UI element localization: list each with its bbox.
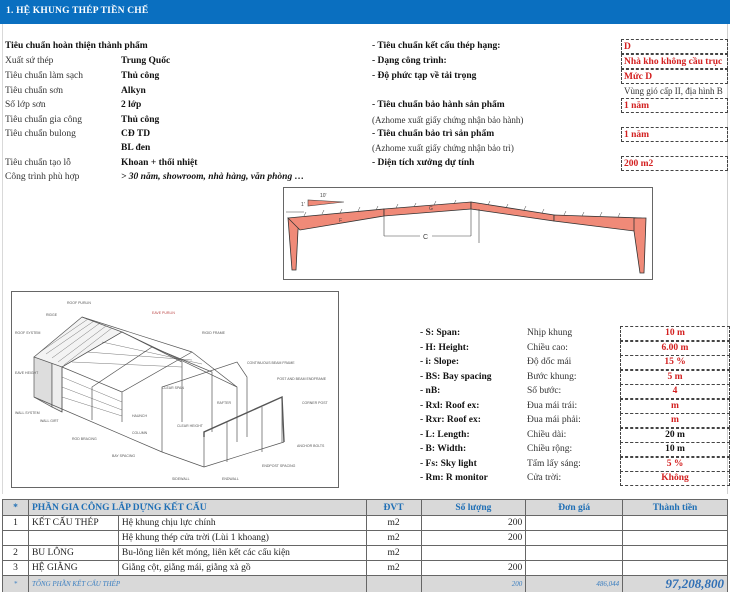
row-desc: Bu-lông liên kết móng, liên kết các cấu kiện bbox=[118, 546, 366, 561]
spec-label: Xuất sứ thép bbox=[5, 56, 54, 66]
total-no: * bbox=[3, 576, 29, 592]
row-qty: 200 bbox=[421, 531, 526, 546]
cost-table bbox=[2, 499, 728, 592]
row-qty bbox=[421, 546, 526, 561]
row-no bbox=[3, 531, 29, 546]
row-item bbox=[28, 531, 118, 546]
roof-ext-left-value: m bbox=[620, 399, 730, 414]
row-no: 2 bbox=[3, 546, 29, 561]
svg-text:C: C bbox=[423, 234, 429, 241]
svg-text:F: F bbox=[339, 218, 343, 224]
svg-text:ROD BRACING: ROD BRACING bbox=[72, 437, 97, 441]
header-price: Đơn giá bbox=[526, 500, 623, 516]
dim-code: - L: Length: bbox=[420, 430, 470, 440]
row-price bbox=[526, 531, 623, 546]
spec-label: Số lớp sơn bbox=[5, 100, 46, 110]
section-header: 1. HỆ KHUNG THÉP TIỀN CHẾ bbox=[0, 0, 730, 24]
row-unit: m2 bbox=[366, 516, 421, 531]
total-amount: 97,208,800 bbox=[623, 576, 728, 592]
svg-text:CONTINUOUS BEAM FRAME: CONTINUOUS BEAM FRAME bbox=[247, 361, 295, 365]
right-spec-label: - Tiêu chuẩn bảo trì sản phẩm bbox=[372, 129, 495, 139]
row-no: 3 bbox=[3, 561, 29, 576]
dim-code: - BS: Bay spacing bbox=[420, 372, 492, 382]
row-amount bbox=[623, 546, 728, 561]
dim-name: Chiều dài: bbox=[527, 430, 567, 440]
spec-label: Tiêu chuẩn tạo lỗ bbox=[5, 158, 71, 168]
maintenance-value: 1 năm bbox=[621, 127, 728, 142]
warranty-note: (Azhome xuất giấy chứng nhận bảo hành) bbox=[372, 115, 524, 125]
spec-value: CĐ TD bbox=[121, 129, 151, 139]
svg-text:ANCHOR BOLTS: ANCHOR BOLTS bbox=[297, 444, 325, 448]
row-desc: Hệ khung chịu lực chính bbox=[118, 516, 366, 531]
row-item: KẾT CẤU THÉP bbox=[28, 516, 118, 531]
svg-text:ENDWALL: ENDWALL bbox=[222, 477, 239, 481]
dim-code: - Rxr: Roof ex: bbox=[420, 415, 481, 425]
spec-label: Công trình phù hợp bbox=[5, 172, 80, 182]
table-row bbox=[3, 531, 728, 546]
row-unit: m2 bbox=[366, 561, 421, 576]
spec-label: Tiêu chuẩn làm sạch bbox=[5, 71, 84, 81]
load-complexity-value: Mức D bbox=[621, 69, 728, 84]
spec-label: Tiêu chuẩn bulong bbox=[5, 129, 76, 139]
dimensions-panel bbox=[420, 324, 730, 489]
right-spec-label: - Tiêu chuẩn kết cấu thép hạng: bbox=[372, 41, 501, 51]
svg-text:10': 10' bbox=[320, 193, 327, 199]
right-spec-label: - Dạng công trình: bbox=[372, 56, 447, 66]
svg-text:ROOF PURLIN: ROOF PURLIN bbox=[67, 301, 91, 305]
svg-text:HAUNCH: HAUNCH bbox=[132, 414, 147, 418]
dim-name: Chiều rộng: bbox=[527, 444, 573, 454]
building-type-value: Nhà kho không cầu trục bbox=[621, 54, 728, 69]
right-spec-label: - Độ phức tạp về tải trọng bbox=[372, 71, 477, 81]
dim-code: - i: Slope: bbox=[420, 357, 460, 367]
spec-value: Thủ công bbox=[121, 71, 160, 81]
row-unit: m2 bbox=[366, 531, 421, 546]
row-amount bbox=[623, 561, 728, 576]
span-value: 10 m bbox=[620, 326, 730, 341]
dim-name: Nhịp khung bbox=[527, 328, 573, 338]
table-row bbox=[3, 516, 728, 531]
header-no: * bbox=[3, 500, 29, 516]
svg-text:ROOF SYSTEM: ROOF SYSTEM bbox=[15, 331, 41, 335]
header-unit: ĐVT bbox=[366, 500, 421, 516]
svg-text:CLEAR SPAN: CLEAR SPAN bbox=[162, 386, 184, 390]
dim-code: - S: Span: bbox=[420, 328, 461, 338]
total-qty: 200 bbox=[421, 576, 526, 592]
spec-value: BL đen bbox=[121, 143, 151, 153]
svg-text:RIDGE: RIDGE bbox=[46, 313, 58, 317]
svg-text:CORNER POST: CORNER POST bbox=[302, 401, 328, 405]
svg-text:BAY SPACING: BAY SPACING bbox=[112, 454, 136, 458]
skylight-value: 5 % bbox=[620, 457, 730, 472]
dim-code: - B: Width: bbox=[420, 444, 467, 454]
row-item: BU LÔNG bbox=[28, 546, 118, 561]
maintenance-note: (Azhome xuất giấy chứng nhận bảo trì) bbox=[372, 143, 514, 153]
warranty-value: 1 năm bbox=[621, 98, 728, 113]
row-amount bbox=[623, 531, 728, 546]
svg-text:RAFTER: RAFTER bbox=[217, 401, 231, 405]
svg-text:EAVE HEIGHT: EAVE HEIGHT bbox=[15, 371, 39, 375]
row-item: HỆ GIẰNG bbox=[28, 561, 118, 576]
roof-monitor-value: Không bbox=[620, 471, 730, 486]
spec-value: 2 lớp bbox=[121, 100, 142, 110]
total-label: TỔNG PHẦN KẾT CẤU THÉP bbox=[28, 576, 366, 592]
header-qty: Số lượng bbox=[421, 500, 526, 516]
area-value: 200 m2 bbox=[621, 156, 728, 171]
dim-code: - Rxl: Roof ex: bbox=[420, 401, 480, 411]
svg-text:RIGID FRAME: RIGID FRAME bbox=[202, 331, 225, 335]
dim-name: Số bước: bbox=[527, 386, 562, 396]
total-unit bbox=[366, 576, 421, 592]
finish-standard-title: Tiêu chuẩn hoàn thiện thành phẩm bbox=[5, 41, 148, 51]
row-amount bbox=[623, 516, 728, 531]
row-qty: 200 bbox=[421, 561, 526, 576]
svg-text:COLUMN: COLUMN bbox=[132, 431, 148, 435]
length-value: 20 m bbox=[620, 428, 730, 443]
dim-name: Đua mái phải: bbox=[527, 415, 581, 425]
dim-name: Tấm lấy sáng: bbox=[527, 459, 581, 469]
row-unit: m2 bbox=[366, 546, 421, 561]
row-price bbox=[526, 561, 623, 576]
steel-grade-value: D bbox=[621, 39, 728, 54]
svg-text:POST AND BEAM ENDFRAME: POST AND BEAM ENDFRAME bbox=[277, 377, 327, 381]
slope-value: 15 % bbox=[620, 355, 730, 370]
table-row bbox=[3, 561, 728, 576]
row-desc: Hệ khung thép cửa trời (Lùi 1 khoang) bbox=[118, 531, 366, 546]
row-price bbox=[526, 546, 623, 561]
bay-count-value: 4 bbox=[620, 384, 730, 399]
row-no: 1 bbox=[3, 516, 29, 531]
total-row bbox=[3, 576, 728, 592]
spec-label: Tiêu chuẩn sơn bbox=[5, 86, 63, 96]
height-value: 6.00 m bbox=[620, 341, 730, 356]
spec-value: Khoan + thổi nhiệt bbox=[121, 158, 198, 168]
building-isometric-diagram bbox=[11, 291, 339, 488]
dim-code: - nB: bbox=[420, 386, 441, 396]
header-section: PHẦN GIA CÔNG LẮP DỰNG KẾT CẤU bbox=[28, 500, 366, 516]
row-price bbox=[526, 516, 623, 531]
spec-value: Alkyn bbox=[121, 86, 146, 96]
rigid-frame-diagram bbox=[283, 187, 653, 280]
spec-value: Trung Quốc bbox=[121, 56, 171, 66]
wind-zone-value: Vùng gió cấp II, địa hình B bbox=[624, 86, 723, 96]
svg-text:WALL GIRT: WALL GIRT bbox=[40, 419, 59, 423]
dim-name: Bước khung: bbox=[527, 372, 577, 382]
dim-name: Cửa trời: bbox=[527, 473, 562, 483]
svg-text:1': 1' bbox=[301, 202, 305, 208]
table-row bbox=[3, 546, 728, 561]
svg-text:ENDPOST SPACING: ENDPOST SPACING bbox=[262, 464, 296, 468]
header-amount: Thành tiền bbox=[623, 500, 728, 516]
right-spec-label: - Tiêu chuẩn bảo hành sản phẩm bbox=[372, 100, 505, 110]
svg-text:SIDEWALL: SIDEWALL bbox=[172, 477, 190, 481]
spec-value: Thủ công bbox=[121, 115, 160, 125]
dim-name: Đua mái trái: bbox=[527, 401, 578, 411]
svg-text:CLEAR HEIGHT: CLEAR HEIGHT bbox=[177, 424, 203, 428]
total-price: 486,044 bbox=[526, 576, 623, 592]
row-qty: 200 bbox=[421, 516, 526, 531]
pre-engineered-building-drawing bbox=[12, 292, 337, 486]
left-border bbox=[2, 24, 3, 494]
rigid-frame-drawing bbox=[284, 188, 651, 278]
dim-name: Chiều cao: bbox=[527, 343, 568, 353]
svg-text:WALL SYSTEM: WALL SYSTEM bbox=[15, 411, 40, 415]
dim-code: - Fs: Sky light bbox=[420, 459, 477, 469]
width-value: 10 m bbox=[620, 442, 730, 457]
svg-text:G: G bbox=[429, 206, 433, 212]
dim-code: - H: Height: bbox=[420, 343, 470, 353]
spec-label: Tiêu chuẩn gia công bbox=[5, 115, 82, 125]
right-spec-label: - Diện tích xưởng dự tính bbox=[372, 158, 475, 168]
dim-name: Độ dốc mái bbox=[527, 357, 572, 367]
dim-code: - Rm: R monitor bbox=[420, 473, 488, 483]
roof-ext-right-value: m bbox=[620, 413, 730, 428]
bay-spacing-value: 5 m bbox=[620, 370, 730, 385]
table-header-row bbox=[3, 500, 728, 516]
svg-text:EAVE PURLIN: EAVE PURLIN bbox=[152, 311, 175, 315]
spec-value: > 30 năm, showroom, nhà hàng, văn phòng … bbox=[121, 172, 305, 182]
row-desc: Giằng cột, giằng mái, giằng xà gồ bbox=[118, 561, 366, 576]
